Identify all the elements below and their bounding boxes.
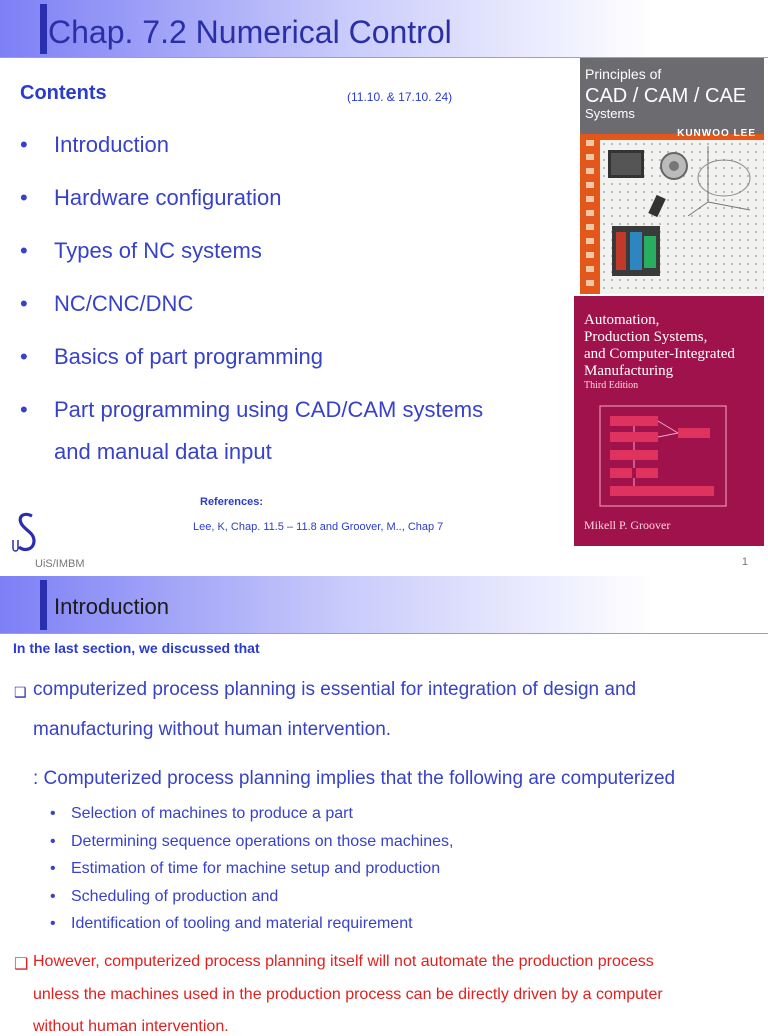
bullet-icon: • — [20, 238, 28, 263]
bullet-icon: • — [50, 805, 56, 822]
bullet-icon: • — [50, 832, 56, 850]
checkbox-bullet-icon: ❑ — [14, 956, 29, 973]
list-item — [50, 800, 453, 828]
footer-text: UiS/IMBM — [35, 558, 85, 570]
lecture-dates: (11.10. & 17.10. 24) — [347, 90, 453, 104]
references-heading: References: — [200, 496, 263, 508]
list-item-text: Part programming using CAD/CAM systems — [54, 397, 484, 422]
book-author: KUNWOO LEE — [677, 128, 756, 139]
list-item-text: Hardware configuration — [54, 185, 282, 210]
contents-heading: Contents — [20, 82, 107, 104]
implies-text: : Computerized process planning implies that the following are computerized — [33, 768, 676, 789]
list-item — [20, 177, 580, 219]
book-title-line: Principles of — [585, 66, 662, 82]
list-item — [20, 283, 580, 325]
bullet-icon: • — [20, 185, 28, 210]
book-title-line: Production Systems, — [584, 329, 708, 345]
list-item-text: Identification of tooling and material requirement — [71, 915, 413, 932]
point-1-line-2: manufacturing without human intervention. — [33, 719, 392, 740]
page-number: 1 — [741, 556, 748, 568]
list-item-text: Basics of part programming — [54, 344, 323, 369]
cover-diagram-icon — [574, 400, 764, 512]
sub-bullet-list — [50, 800, 453, 938]
list-item — [50, 828, 453, 856]
list-item-text: Estimation of time for machine setup and production — [71, 860, 441, 877]
list-item-continuation: and manual data input — [54, 439, 272, 464]
intro-text: In the last section, we discussed that — [13, 640, 260, 656]
list-item-text: Introduction — [54, 132, 169, 157]
slide-title: Introduction — [54, 594, 169, 619]
contents-list — [20, 124, 580, 484]
title-divider — [0, 633, 768, 634]
list-item-text: Selection of machines to produce a part — [71, 805, 353, 822]
book-edition: Third Edition — [584, 380, 639, 391]
cover-stripe — [586, 140, 594, 294]
bullet-icon: • — [50, 887, 56, 905]
title-accent-bar — [40, 580, 47, 630]
list-item — [50, 910, 453, 938]
checkbox-bullet-icon: ❑ — [14, 684, 27, 700]
list-item — [20, 230, 580, 272]
bullet-icon: • — [20, 397, 28, 422]
bullet-icon: • — [20, 291, 28, 316]
bullet-icon: • — [20, 344, 28, 369]
list-item — [50, 883, 453, 911]
bullet-icon: • — [20, 132, 28, 157]
list-item-text: Types of NC systems — [54, 238, 262, 263]
point-2-line-3: without human intervention. — [33, 1018, 229, 1035]
slide-2 — [0, 576, 768, 1035]
title-accent-bar — [40, 4, 47, 54]
list-item-text: NC/CNC/DNC — [54, 291, 194, 316]
book-title-line: Automation, — [584, 312, 660, 328]
book-author: Mikell P. Groover — [584, 518, 671, 532]
point-2-line-2: unless the machines used in the production process can be directly driven by a computer — [33, 986, 663, 1003]
book-cover-groover — [574, 296, 764, 546]
point-1-line-1: computerized process planning is essential for integration of design and — [33, 679, 637, 700]
uis-logo-icon — [12, 510, 42, 555]
list-item — [20, 124, 580, 166]
book-title-line: CAD / CAM / CAE — [585, 85, 747, 107]
slide-title: Chap. 7.2 Numerical Control — [48, 14, 452, 50]
list-item-text: Scheduling of production and — [71, 887, 279, 905]
list-item-text: Determining sequence operations on those machines, — [71, 832, 454, 850]
book-cover-cad-cam-cae — [580, 58, 764, 294]
book-title-line: Manufacturing — [584, 363, 674, 379]
book-title-line: and Computer-Integrated — [584, 346, 735, 362]
list-item — [20, 389, 580, 473]
book-title-line: Systems — [585, 106, 635, 121]
point-2-line-1: However, computerized process planning itself will not automate the production process — [33, 953, 654, 970]
bullet-icon: • — [50, 860, 56, 877]
book-title — [584, 312, 735, 380]
bullet-icon: • — [50, 915, 56, 932]
references-text: Lee, K, Chap. 11.5 – 11.8 and Groover, M.., Chap 7 — [193, 521, 444, 533]
list-item — [20, 336, 580, 378]
list-item — [50, 855, 453, 883]
cover-illustration-icon — [600, 140, 764, 294]
